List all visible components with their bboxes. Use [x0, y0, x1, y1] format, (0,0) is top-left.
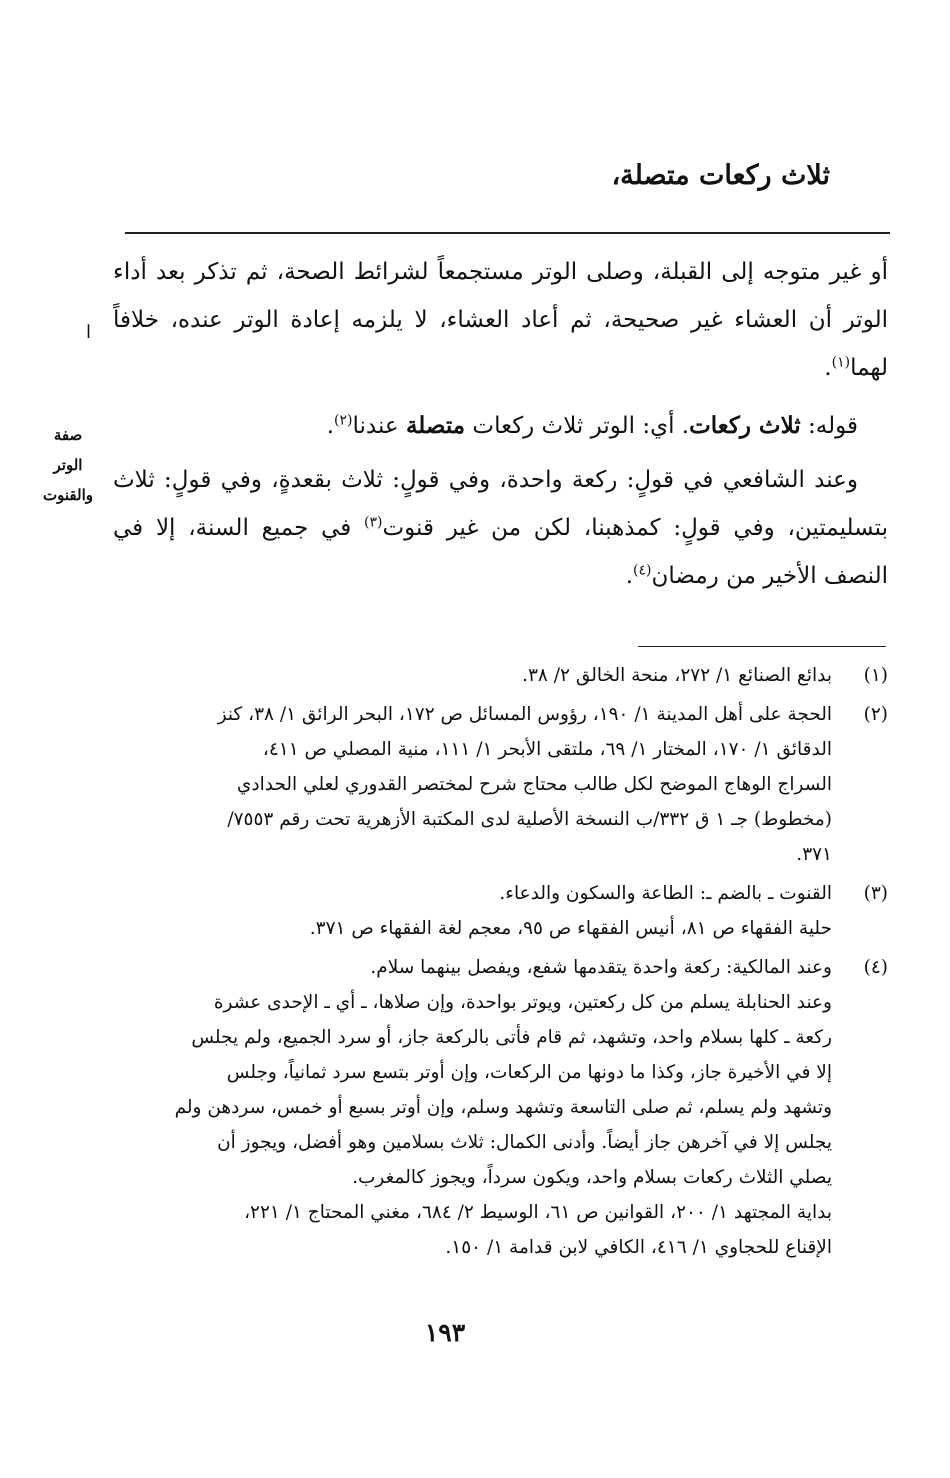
- footnote-line: وعند الحنابلة يسلم من كل ركعتين، ويوتر بواحدة، وإن صلاها، ـ أي ـ الإحدى عشرة: [213, 992, 832, 1013]
- footnote-line: القنوت ـ بالضم ـ: الطاعة والسكون والدعاء.: [499, 883, 832, 904]
- footnote-3: [118, 876, 888, 946]
- footnote-line: الإقناع للحجاوي ١/ ٤١٦، الكافي لابن قدامة ١/ ١٥٠.: [445, 1237, 832, 1258]
- footnote-rule: [638, 646, 886, 647]
- footnote-line: بدائع الصنائع ١/ ٢٧٢، منحة الخالق ٢/ ٣٨.: [522, 665, 832, 686]
- footnote-line: وعند المالكية: ركعة واحدة يتقدمها شفع، ويفصل بينهما سلام.: [370, 957, 832, 978]
- footnote-line: الدقائق ١/ ١٧٠، المختار ١/ ٦٩، ملتقى الأبحر ١/ ١١١، منية المصلي ص ٤١١،: [262, 739, 832, 760]
- footnote-line: يجلس إلا في آخرهن جاز أيضاً. وأدنى الكمال: ثلاث بسلامين وهو أفضل، ويجوز أن: [217, 1132, 832, 1153]
- qawluh-prefix: قوله:: [800, 413, 858, 439]
- footnote-line: (مخطوط) جـ ١ ق ٣٣٢/ب النسخة الأصلية لدى المكتبة الأزهرية تحت رقم ٧٥٥٣/: [227, 809, 832, 830]
- qawluh-bold: ثلاث ركعات: [689, 412, 801, 439]
- footnote-number: (٣): [863, 883, 888, 904]
- footnote-line: يصلي الثلاث ركعات بسلام واحد، ويكون سرداً، ويجوز كالمغرب.: [352, 1167, 832, 1188]
- shafii-text-b: في جميع السنة، إلا في النصف الأخير من رمضان: [113, 515, 888, 589]
- qawluh-end: .: [326, 413, 335, 439]
- footnote-ref: (٢): [334, 412, 353, 429]
- footnote-number: (٤): [863, 957, 888, 978]
- running-head: ثلاث ركعات متصلة،: [611, 160, 830, 191]
- stray-mark: ا: [86, 322, 92, 343]
- qawluh-mid: . أي: الوتر ثلاث ركعات: [465, 413, 690, 439]
- intro-end: .: [824, 355, 832, 381]
- footnote-1: [118, 658, 888, 693]
- footnote-ref: (٣): [364, 514, 383, 531]
- margin-note-line: صفة: [53, 426, 83, 444]
- header-rule: [125, 232, 890, 234]
- paragraph-shafii: [113, 456, 888, 600]
- margin-note-line: والقنوت: [43, 486, 93, 504]
- margin-note: [22, 420, 114, 510]
- footnote-ref: (٤): [633, 562, 652, 579]
- footnote-line: إلا في الأخيرة جاز، وكذا ما دونها من الركعات، وإن أوتر بتسع سرد ثمانياً، وجلس: [226, 1062, 832, 1083]
- shafii-text-a: وعند الشافعي في قولٍ: ركعة واحدة، وفي قولٍ: ثلاث بقعدةٍ، وفي قولٍ: ثلاث بتسليمتين، وفي قولٍ: كمذهبنا، لكن من غير قنوت: [113, 467, 888, 541]
- paragraph-qawluh: [113, 402, 888, 450]
- page-number: ١٩٣: [424, 1318, 466, 1347]
- footnote-line: الحجة على أهل المدينة ١/ ١٩٠، رؤوس المسائل ص ١٧٢، البحر الرائق ١/ ٣٨، كنز: [217, 704, 832, 725]
- footnote-4: [118, 950, 888, 1265]
- footnote-line: بداية المجتهد ١/ ٢٠٠، القوانين ص ٦١، الوسيط ٢/ ٦٨٤، مغني المحتاج ١/ ٢٢١،: [244, 1202, 832, 1223]
- footnote-ref: (١): [831, 354, 851, 371]
- footnote-line: وتشهد ولم يسلم، ثم صلى التاسعة وتشهد وسلم، وإن أوتر بسبع أو خمس، سردهن ولم: [174, 1097, 832, 1118]
- footnote-number: (٢): [863, 704, 888, 725]
- footnote-line: حلية الفقهاء ص ٨١، أنيس الفقهاء ص ٩٥، معجم لغة الفقهاء ص ٣٧١.: [309, 918, 832, 939]
- qawluh-bold-2: متصلة: [405, 412, 466, 439]
- footnote-line: ركعة ـ كلها بسلام واحد، وتشهد، ثم قام فأتى بالركعة جاز، أو سرد الجميع، ولم يجلس: [191, 1027, 832, 1048]
- footnotes: [118, 658, 888, 1269]
- paragraph-intro: [113, 248, 888, 392]
- footnote-line: ٣٧١.: [796, 844, 832, 865]
- main-text: [113, 248, 888, 600]
- qawluh-suffix: عندنا: [352, 413, 406, 439]
- footnote-number: (١): [863, 665, 888, 686]
- margin-note-line: الوتر: [53, 456, 83, 474]
- intro-text: أو غير متوجه إلى القبلة، وصلى الوتر مستجمعاً لشرائط الصحة، ثم تذكر بعد أداء الوتر أن العشاء غير صحيحة، ثم أعاد العشاء، لا يلزمه إعادة الوتر عنده، خلافاً لهما: [113, 259, 888, 381]
- footnote-2: [118, 697, 888, 872]
- footnote-line: السراج الوهاج الموضح لكل طالب محتاج شرح لمختصر القدوري لعلي الحدادي: [236, 774, 832, 795]
- shafii-end: .: [625, 563, 634, 589]
